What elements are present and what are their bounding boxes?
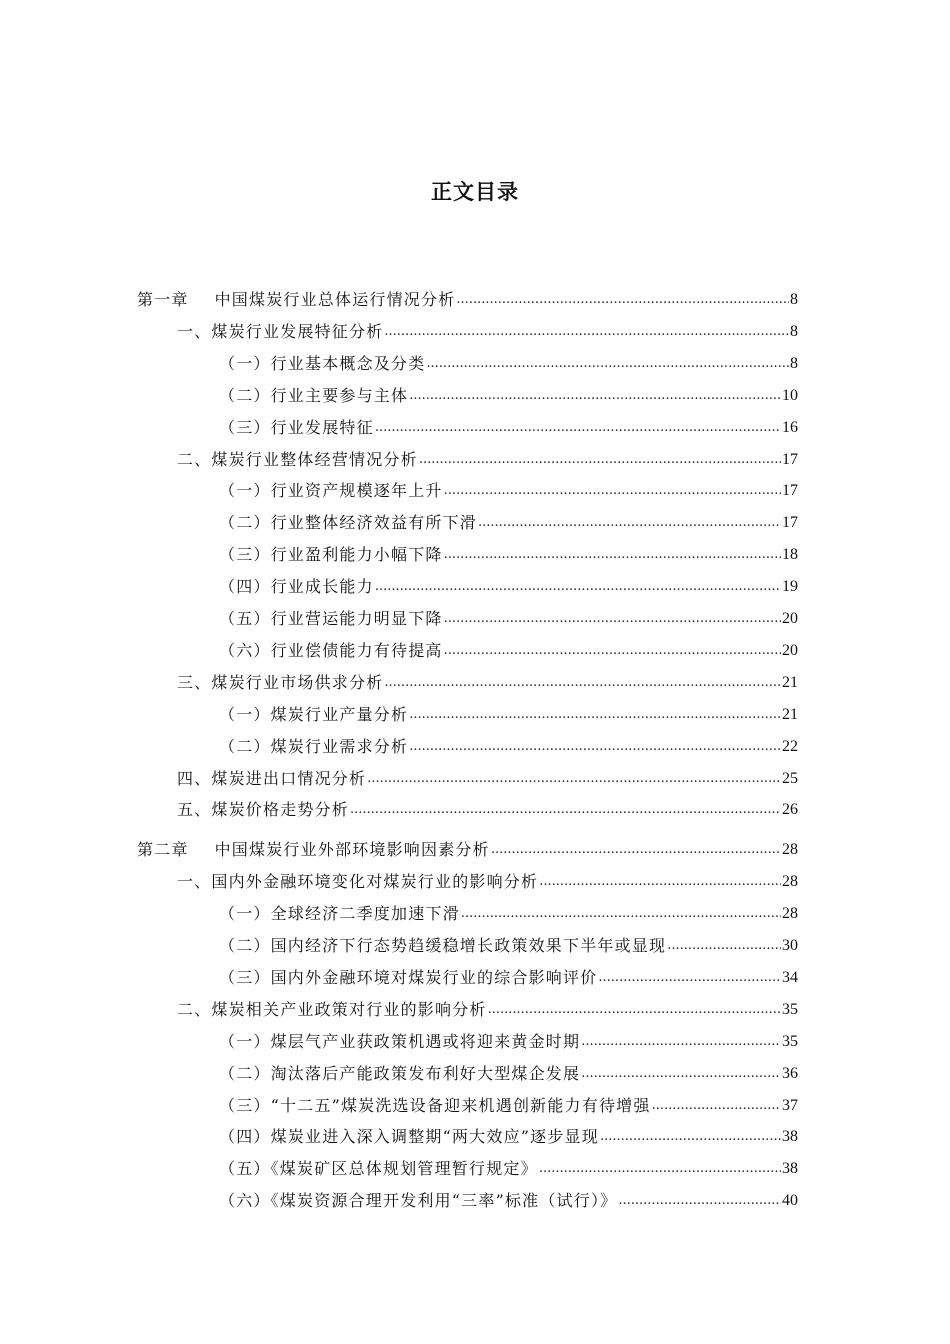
toc-entry-text: 一、国内外金融环境变化对煤炭行业的影响分析	[177, 872, 539, 892]
dot-leader	[491, 840, 781, 860]
toc-entry-label	[177, 800, 349, 820]
dot-leader	[539, 872, 781, 892]
dot-leader	[367, 769, 781, 789]
toc-subsection-entry[interactable]	[219, 503, 798, 533]
toc-subsection-entry[interactable]	[219, 599, 798, 629]
dot-leader	[667, 936, 781, 956]
toc-entry-text: （三）“十二五”煤炭洗选设备迎来机遇创新能力有待增强	[219, 1095, 651, 1115]
toc-entry-label	[219, 1096, 651, 1116]
dot-leader	[652, 1096, 781, 1116]
toc-entry-label	[219, 513, 477, 533]
toc-entry-label	[219, 577, 374, 597]
toc-entry-text: （二）煤炭行业需求分析	[219, 736, 409, 756]
toc-section-entry[interactable]	[177, 862, 798, 892]
toc-subsection-entry[interactable]	[219, 376, 798, 406]
toc-page-number: 17	[782, 482, 798, 500]
dot-leader	[375, 418, 781, 438]
toc-entry-label	[219, 354, 425, 374]
dot-leader	[444, 545, 781, 565]
toc-entry-label	[219, 968, 597, 988]
toc-page-number: 38	[782, 1160, 798, 1178]
dot-leader	[350, 800, 781, 820]
toc-subsection-entry[interactable]	[219, 631, 798, 661]
dot-leader	[409, 737, 781, 757]
dot-leader	[444, 609, 781, 629]
dot-leader	[581, 1064, 781, 1084]
toc-page-number: 18	[782, 546, 798, 564]
toc-page-number: 28	[782, 905, 798, 923]
toc-entry-label	[219, 1127, 599, 1147]
toc-entry-text: （三）国内外金融环境对煤炭行业的综合影响评价	[219, 967, 598, 987]
toc-entry-text: 中国煤炭行业外部环境影响因素分析	[214, 840, 490, 860]
toc-subsection-entry[interactable]	[219, 926, 798, 956]
toc-subsection-entry[interactable]	[219, 344, 798, 374]
toc-page-number: 22	[782, 737, 798, 755]
toc-entry-label	[137, 840, 490, 860]
toc-page-number: 35	[782, 1032, 798, 1050]
toc-entry-text: （六）行业偿债能力有待提高	[219, 640, 443, 660]
toc-entry-label	[219, 545, 443, 565]
toc-entry-text: （一）行业基本概念及分类	[219, 353, 426, 373]
dot-leader	[384, 322, 789, 342]
toc-entry-label	[219, 609, 443, 629]
toc-entry-text: （三）行业盈利能力小幅下降	[219, 545, 443, 565]
toc-entry-text: 五、煤炭价格走势分析	[177, 800, 350, 820]
toc-subsection-entry[interactable]	[219, 1149, 798, 1179]
toc-entry-text: （二）行业整体经济效益有所下滑	[219, 513, 478, 533]
toc-page-number: 8	[790, 354, 798, 372]
toc-page-number: 37	[782, 1096, 798, 1114]
toc-subsection-entry[interactable]	[219, 958, 798, 988]
toc-entry-label	[177, 450, 418, 470]
toc-entry-label	[219, 641, 443, 661]
toc-entry-label	[219, 386, 408, 406]
toc-entry-text: 一、煤炭行业发展特征分析	[177, 321, 384, 341]
toc-entry-text: （一）全球经济二季度加速下滑	[219, 904, 460, 924]
toc-entry-label	[177, 673, 383, 693]
toc-entry-label	[219, 1159, 538, 1179]
dot-leader	[419, 450, 781, 470]
dot-leader	[581, 1032, 781, 1052]
toc-section-entry[interactable]	[177, 440, 798, 470]
toc-entry-label	[177, 322, 383, 342]
toc-page-number: 17	[782, 514, 798, 532]
toc-chapter-entry[interactable]	[137, 830, 798, 860]
toc-entry-label	[177, 872, 538, 892]
toc-page-number: 26	[782, 801, 798, 819]
toc-entry-text: （五）《煤炭矿区总体规划管理暂行规定》	[219, 1159, 538, 1179]
toc-subsection-entry[interactable]	[219, 894, 798, 924]
toc-entry-label	[219, 737, 408, 757]
toc-entry-label	[219, 936, 666, 956]
toc-page-number: 30	[782, 937, 798, 954]
toc-entry-label	[219, 418, 374, 438]
toc-entry-text: （四）行业成长能力	[219, 577, 374, 597]
toc-subsection-entry[interactable]	[219, 1054, 798, 1084]
toc-subsection-entry[interactable]	[219, 535, 798, 565]
toc-entry-text: （二）国内经济下行态势趋缓稳增长政策效果下半年或显现	[219, 936, 667, 955]
dot-leader	[478, 513, 781, 533]
dot-leader	[444, 481, 781, 501]
toc-page-number: 35	[782, 1000, 798, 1018]
toc-entry-text: （二）淘汰落后产能政策发布利好大型煤企发展	[219, 1063, 581, 1083]
toc-entry-text: （六）《煤炭资源合理开发利用“三率”标准（试行）》	[219, 1191, 618, 1211]
toc-subsection-entry[interactable]	[219, 567, 798, 597]
toc-page-number: 21	[782, 673, 798, 691]
toc-subsection-entry[interactable]	[219, 1086, 798, 1116]
dot-leader	[488, 1000, 781, 1020]
toc-page-number: 34	[782, 968, 798, 986]
toc-page-number: 20	[782, 641, 798, 659]
toc-entry-text: （五）行业营运能力明显下降	[219, 609, 443, 628]
toc-entry-text: （一）煤层气产业获政策机遇或将迎来黄金时期	[219, 1031, 581, 1051]
toc-entry-label	[219, 705, 408, 725]
toc-subsection-entry[interactable]	[219, 471, 798, 501]
dot-leader	[461, 904, 781, 924]
toc-page-number: 16	[782, 418, 798, 436]
toc-subsection-entry[interactable]	[219, 695, 798, 725]
toc-entry-text: （三）行业发展特征	[219, 417, 374, 437]
toc-page-number: 38	[782, 1128, 798, 1146]
toc-subsection-entry[interactable]	[219, 727, 798, 757]
toc-subsection-entry[interactable]	[219, 1181, 798, 1211]
toc-section-entry[interactable]	[177, 790, 798, 820]
toc-section-entry[interactable]	[177, 759, 798, 789]
toc-page-number: 40	[782, 1192, 798, 1210]
toc-entry-label	[177, 769, 366, 789]
toc-section-entry[interactable]	[177, 312, 798, 342]
dot-leader	[409, 386, 781, 406]
dot-leader	[444, 641, 781, 661]
toc-entry-text: （二）行业主要参与主体	[219, 385, 409, 405]
toc-entry-text: 二、煤炭行业整体经营情况分析	[177, 449, 418, 469]
dot-leader	[409, 705, 781, 725]
toc-entry-label	[177, 1000, 487, 1020]
toc-entry-label	[219, 1191, 617, 1211]
toc-chapter-number: 第二章	[137, 840, 189, 860]
dot-leader	[539, 1159, 781, 1179]
toc-entry-text: 中国煤炭行业总体运行情况分析	[214, 290, 456, 309]
toc-entry-text: 三、煤炭行业市场供求分析	[177, 672, 384, 692]
toc-page-number: 20	[782, 610, 798, 627]
toc-subsection-entry[interactable]	[219, 1022, 798, 1052]
dot-leader	[426, 354, 789, 374]
toc-page-number: 8	[790, 322, 798, 340]
toc-entry-text: 二、煤炭相关产业政策对行业的影响分析	[177, 999, 487, 1019]
toc-chapter-entry[interactable]	[137, 280, 798, 310]
dot-leader	[618, 1191, 781, 1211]
dot-leader	[384, 673, 781, 693]
toc-section-entry[interactable]	[177, 663, 798, 693]
toc-page-number: 17	[782, 450, 798, 468]
toc-subsection-entry[interactable]	[219, 408, 798, 438]
toc-entry-label	[219, 1032, 580, 1052]
toc-section-entry[interactable]	[177, 990, 798, 1020]
toc-page-number: 36	[782, 1064, 798, 1082]
toc-entry-label	[137, 290, 455, 310]
toc-page-number: 19	[782, 578, 798, 596]
toc-entry-text: （一）行业资产规模逐年上升	[219, 481, 443, 501]
toc-chapter-number: 第一章	[137, 290, 189, 309]
toc-page-number: 10	[782, 386, 798, 404]
toc-page-number: 8	[790, 291, 798, 308]
toc-page-number: 21	[782, 705, 798, 723]
toc-page-number: 25	[782, 769, 798, 787]
dot-leader	[598, 968, 781, 988]
toc-page-number: 28	[782, 873, 798, 891]
toc-entry-label	[219, 904, 460, 924]
toc-entry-label	[219, 1064, 580, 1084]
dot-leader	[375, 577, 781, 597]
toc-entry-text: （四）煤炭业进入深入调整期“两大效应”逐步显现	[219, 1127, 599, 1147]
dot-leader	[600, 1127, 781, 1147]
toc-entry-text: 四、煤炭进出口情况分析	[177, 768, 367, 788]
toc-entry-label	[219, 481, 443, 501]
toc-subsection-entry[interactable]	[219, 1117, 798, 1147]
toc-page-number: 28	[782, 841, 798, 859]
toc-entry-text: （一）煤炭行业产量分析	[219, 704, 409, 724]
dot-leader	[456, 290, 789, 310]
page-title: 正文目录	[431, 180, 519, 204]
